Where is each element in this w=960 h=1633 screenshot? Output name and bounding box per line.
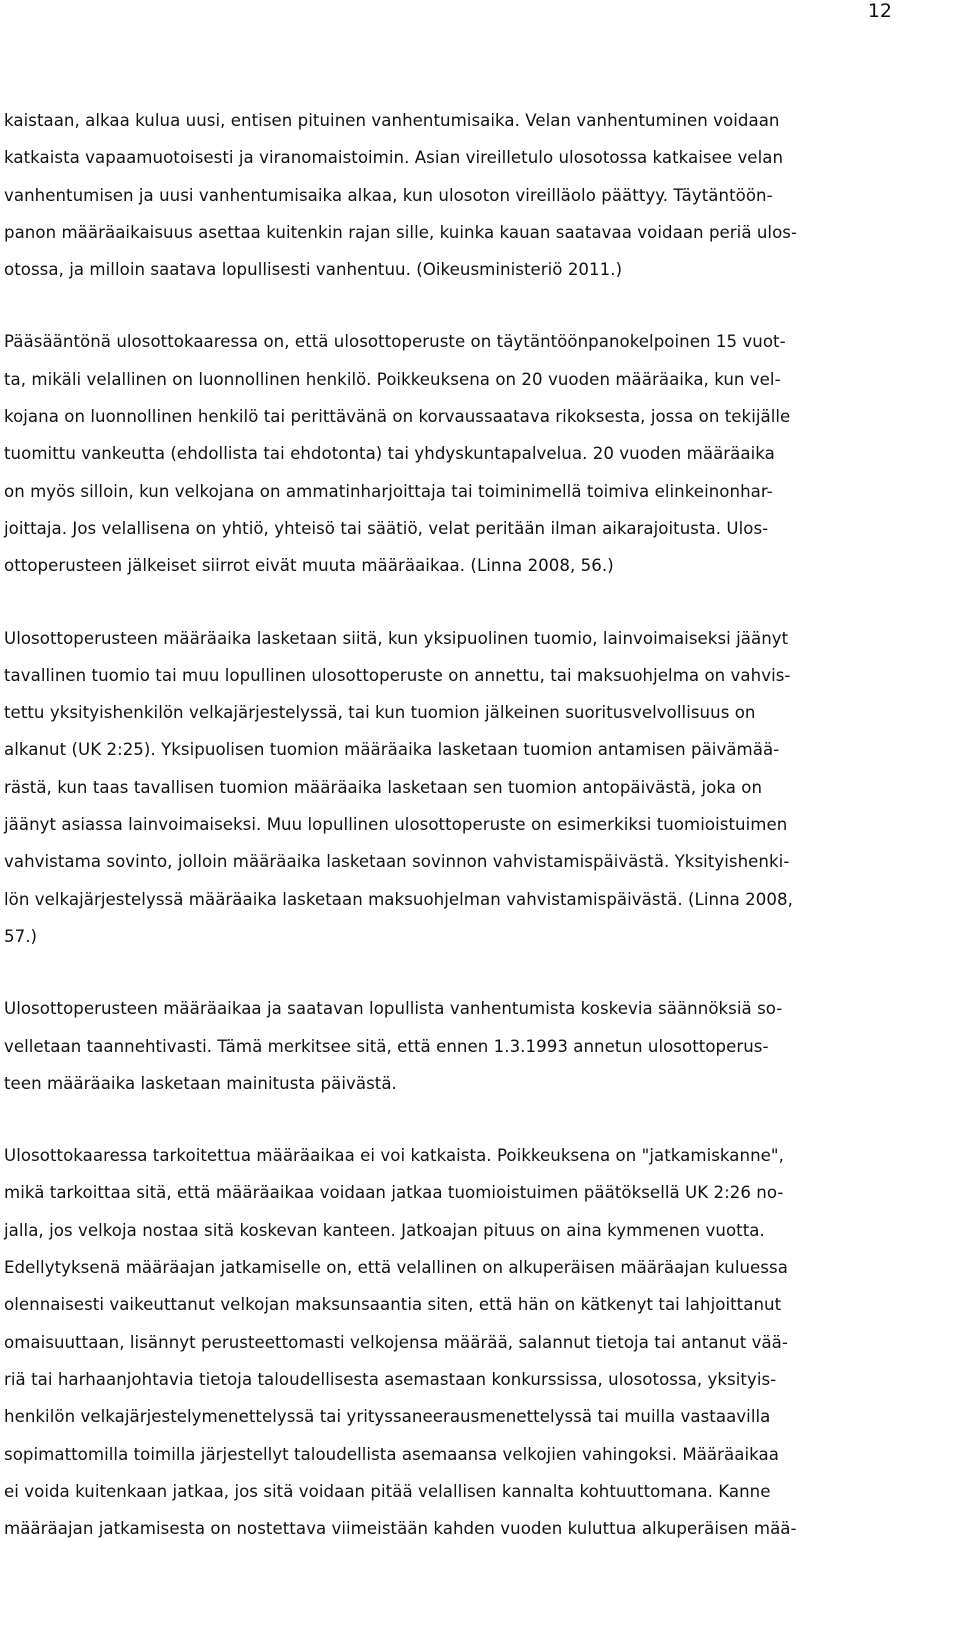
text-line: ei voida kuitenkaan jatkaa, jos sitä voidaan pitää velallisen kannalta kohtuuttomana. Kanne xyxy=(4,1481,771,1501)
text-line: Edellytyksenä määräajan jatkamiselle on, että velallinen on alkuperäisen määräajan kuluessa xyxy=(4,1258,788,1278)
text-line: sopimattomilla toimilla järjestellyt taloudellista asemaansa velkojien vahingoksi. Määräaikaa xyxy=(4,1444,779,1464)
text-line: vahvistama sovinto, jolloin määräaika lasketaan sovinnon vahvistamispäivästä. Yksityishenki- xyxy=(4,852,790,872)
text-line: alkanut (UK 2:25). Yksipuolisen tuomion määräaika lasketaan tuomion antamisen päivämää- xyxy=(4,740,780,760)
text-line: kaistaan, alkaa kulua uusi, entisen pituinen vanhentumisaika. Velan vanhentuminen voidaan xyxy=(4,111,780,130)
text-line: riä tai harhaanjohtavia tietoja taloudellisesta asemastaan konkurssissa, ulosotossa, yksityis- xyxy=(4,1369,777,1389)
document-body xyxy=(4,102,954,1582)
text-line: vanhentumisen ja uusi vanhentumisaika alkaa, kun ulosoton vireilläolo päättyy. Täytäntöön- xyxy=(4,185,773,205)
text-line: on myös silloin, kun velkojana on ammatinharjoittaja tai toiminimellä toimiva elinkeinonhar- xyxy=(4,481,773,501)
paragraph-2 xyxy=(4,323,954,584)
text-line: henkilön velkajärjestelymenettelyssä tai yrityssaneerausmenettelyssä tai muilla vastaavilla xyxy=(4,1407,771,1427)
text-line: jalla, jos velkoja nostaa sitä koskevan kanteen. Jatkoajan pituus on aina kymmenen vuotta. xyxy=(4,1220,765,1240)
text-line: olennaisesti vaikeuttanut velkojan maksunsaantia siten, että hän on kätkenyt tai lahjoittanut xyxy=(4,1295,782,1315)
text-line: tavallinen tuomio tai muu lopullinen ulosottoperuste on annettu, tai maksuohjelma on vahvis- xyxy=(4,665,791,685)
text-line: omaisuuttaan, lisännyt perusteettomasti velkojensa määrää, salannut tietoja tai antanut vää- xyxy=(4,1332,788,1352)
text-line: katkaista vapaamuotoisesti ja viranomaistoimin. Asian vireilletulo ulosotossa katkaisee velan xyxy=(4,148,784,168)
text-line: tuomittu vankeutta (ehdollista tai ehdotonta) tai yhdyskuntapalvelua. 20 vuoden määräaika xyxy=(4,444,775,464)
text-line: otossa, ja milloin saatava lopullisesti vanhentuu. (Oikeusministeriö 2011.) xyxy=(4,260,623,280)
text-line: määräajan jatkamisesta on nostettava viimeistään kahden vuoden kuluttua alkuperäisen mää- xyxy=(4,1519,797,1539)
paragraph-5 xyxy=(4,1137,954,1547)
text-line: Ulosottoperusteen määräaika lasketaan siitä, kun yksipuolinen tuomio, lainvoimaiseksi jäänyt xyxy=(4,628,789,648)
text-line: Pääsääntönä ulosottokaaressa on, että ulosottoperuste on täytäntöönpanokelpoinen 15 vuot- xyxy=(4,332,786,352)
page-number: 12 xyxy=(867,0,892,22)
text-line: Ulosottokaaressa tarkoitettua määräaikaa ei voi katkaista. Poikkeuksena on "jatkamiskanne", xyxy=(4,1146,784,1166)
paragraph-4 xyxy=(4,990,954,1102)
text-line: Ulosottoperusteen määräaikaa ja saatavan lopullista vanhentumista koskevia säännöksiä so- xyxy=(4,999,783,1019)
text-line: jäänyt asiassa lainvoimaiseksi. Muu lopullinen ulosottoperuste on esimerkiksi tuomioistuimen xyxy=(4,815,788,835)
text-line: 57.) xyxy=(4,926,38,946)
paragraph-3 xyxy=(4,620,954,956)
text-line: joittaja. Jos velallisena on yhtiö, yhteisö tai säätiö, velat peritään ilman aikarajoitusta. Ulos- xyxy=(4,518,769,538)
text-line: panon määräaikaisuus asettaa kuitenkin rajan sille, kuinka kauan saatavaa voidaan periä ulos- xyxy=(4,222,798,242)
text-line: rästä, kun taas tavallisen tuomion määräaika lasketaan sen tuomion antopäivästä, joka on xyxy=(4,777,763,797)
text-line: kojana on luonnollinen henkilö tai perittävänä on korvaussaatava rikoksesta, jossa on tekijälle xyxy=(4,407,791,427)
text-line: tettu yksityishenkilön velkajärjestelyssä, tai kun tuomion jälkeinen suoritusvelvollisuus on xyxy=(4,703,756,723)
text-line: ta, mikäli velallinen on luonnollinen henkilö. Poikkeuksena on 20 vuoden määräaika, kun vel- xyxy=(4,369,781,389)
text-line: mikä tarkoittaa sitä, että määräaikaa voidaan jatkaa tuomioistuimen päätöksellä UK 2:26 no- xyxy=(4,1183,784,1203)
text-line: teen määräaika lasketaan mainitusta päivästä. xyxy=(4,1073,397,1093)
paragraph-1 xyxy=(4,102,954,288)
text-line: ottoperusteen jälkeiset siirrot eivät muuta määräaikaa. (Linna 2008, 56.) xyxy=(4,556,614,576)
text-line: velletaan taannehtivasti. Tämä merkitsee sitä, että ennen 1.3.1993 annetun ulosottoperus- xyxy=(4,1036,769,1056)
text-line: lön velkajärjestelyssä määräaika lasketaan maksuohjelman vahvistamispäivästä. (Linna 2008, xyxy=(4,889,793,909)
